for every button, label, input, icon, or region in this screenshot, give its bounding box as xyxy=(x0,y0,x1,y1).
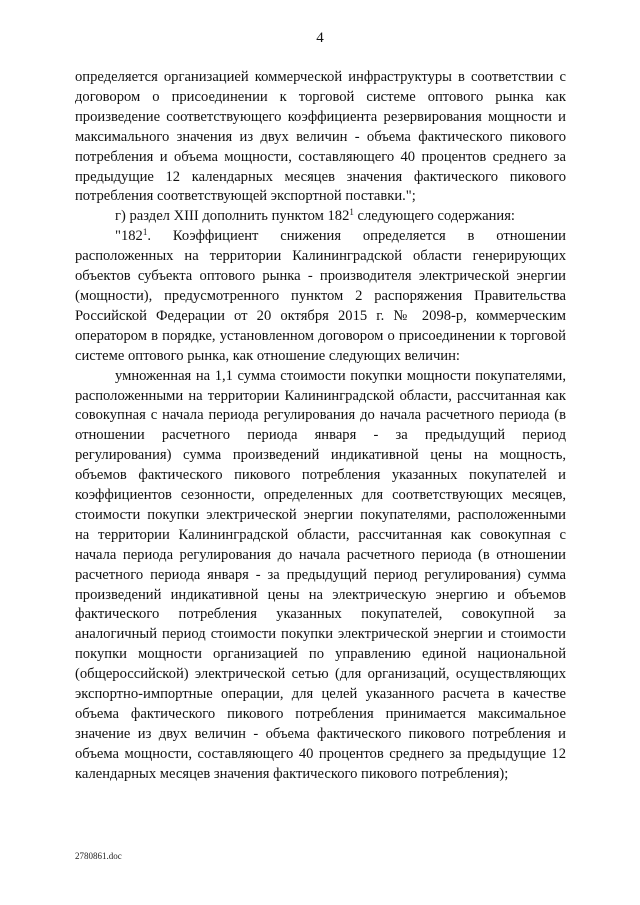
paragraph-clause-182-1 xyxy=(75,227,566,366)
document-file-code: 2780861.doc xyxy=(75,851,122,861)
page-number: 4 xyxy=(316,30,324,46)
superscript-index: 1 xyxy=(349,207,354,218)
amendment-intro-tail: следующего содержания: xyxy=(353,208,515,225)
paragraph-amendment-intro xyxy=(75,207,566,227)
document-body xyxy=(75,68,566,785)
paragraph-continuation: определяется организацией коммерческой инфраструктуры в соответствии с договором о присоединении к торговой системе оптового рынка как произведение соответствующего коэффициента резервирования мощности и максимального значения из двух величин - объема фактического пикового потребления и объема мощности, составляющего 40 процентов среднего за предыдущие 12 календарных месяцев значения фактического пикового потребления соответствующей экспортной поставки."; xyxy=(75,69,566,205)
clause-number: "182 xyxy=(115,228,143,245)
paragraph-numerator: умноженная на 1,1 сумма стоимости покупки мощности покупателями, расположенными на территории Калининградской области, рассчитанная как совокупная с начала периода регулирования до начала расчетного периода (в отношении расчетного периода января - за предыдущий период регулирования) сумма произведений индикативной цены на мощность, объемов фактического пикового потребления указанных покупателей и коэффициентов сезонности, определенных для соответствующих месяцев, стоимости покупки электрической энергии покупателями, расположенными на территории Калининградской области, рассчитанная как совокупная с начала периода регулирования до начала расчетного периода (в отношении расчетного периода января - за предыдущий период регулирования) сумма произведений индикативной цены на электрическую энергию и объемов фактического потребления указанных покупателей, совокупной за аналогичный период стоимости покупки электрической энергии и стоимости покупки мощности организацией по управлению единой национальной (общероссийской) электрической сетью (для организаций, осуществляющих экспортно-импортные операции, для целей указанного расчета в качестве объема фактического пикового потребления принимается максимальное значение из двух величин - объема фактического пикового потребления и объема мощности, составляющего 40 процентов среднего за предыдущие 12 календарных месяцев значения фактического пикового потребления); xyxy=(75,367,566,782)
superscript-index: 1 xyxy=(142,227,148,238)
clause-text: . Коэффициент снижения определяется в отношении расположенных на территории Калининградской области генерирующих объектов субъекта оптового рынка - производителя электрической энергии (мощности), предусмотренного пунктом 2 распоряжения Правительства Российской Федерации от 20 октября 2015 г. № 2098-р, коммерческим оператором в порядке, установленном договором о присоединении к торговой системе оптового рынка, как отношение следующих величин: xyxy=(75,228,566,364)
amendment-intro-text: г) раздел XIII дополнить пунктом 182 xyxy=(115,208,350,225)
